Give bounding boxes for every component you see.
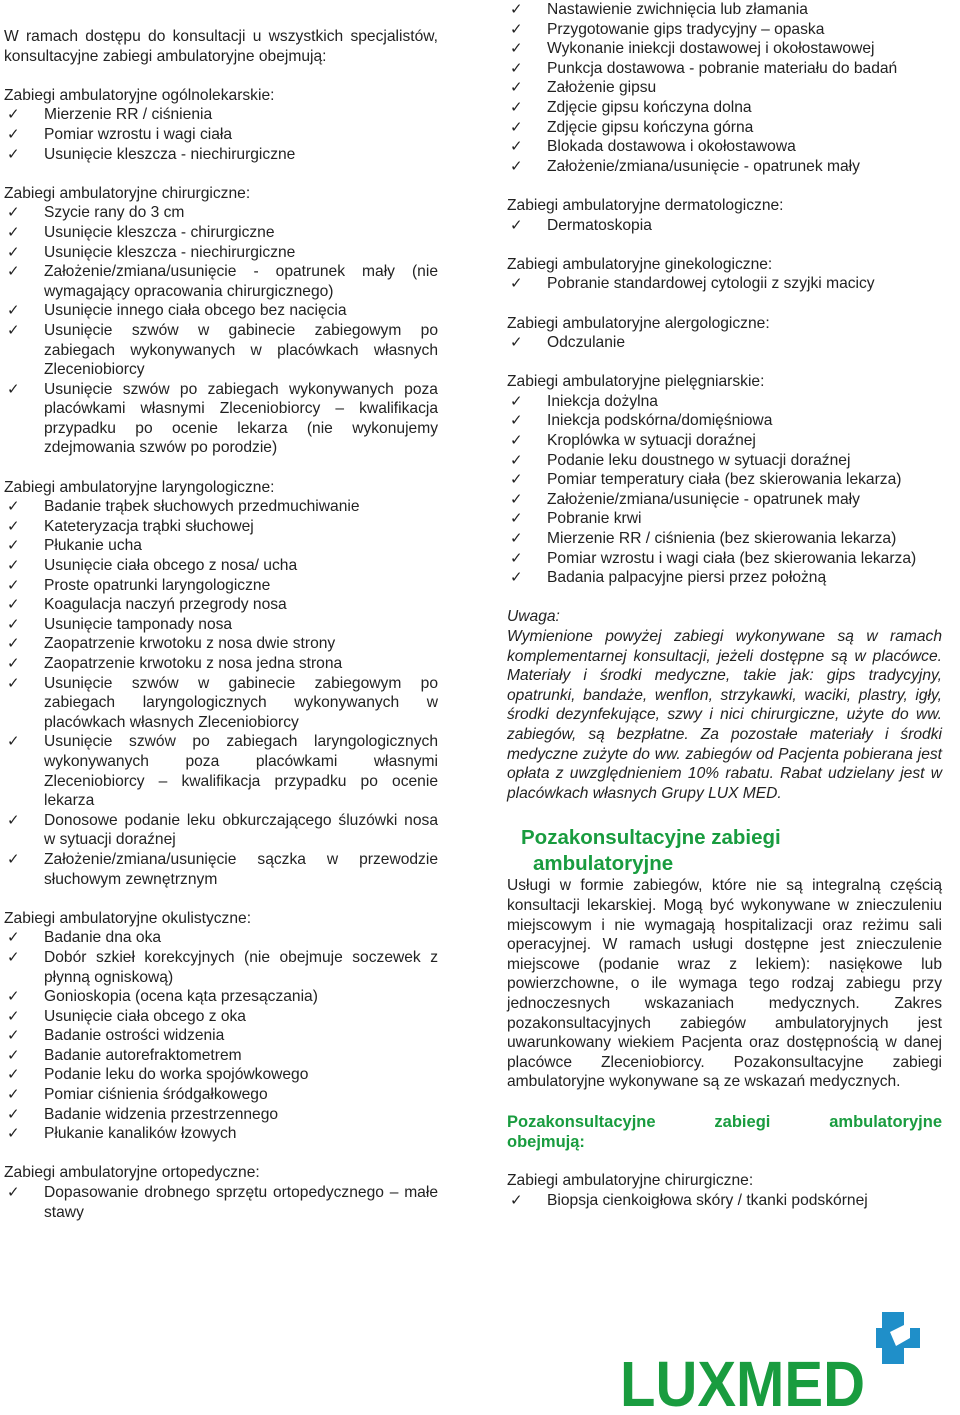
list-item — [507, 39, 942, 59]
subheading-word-3: ambulatoryjne — [829, 1112, 942, 1131]
list-item-text: Pobranie krwi — [547, 510, 642, 528]
list-item — [4, 634, 438, 654]
subheading-word-1: Pozakonsultacyjne — [507, 1112, 656, 1131]
list-item-text: Badania palpacyjne piersi przez położną — [547, 569, 827, 587]
check-icon: ✓ — [510, 334, 523, 352]
check-icon: ✓ — [510, 40, 523, 58]
list-item — [507, 529, 942, 549]
list-item-text: Punkcja dostawowa - pobranie materiału do badań — [547, 59, 898, 77]
pozakonsultacyjne-text: Usługi w formie zabiegów, które nie są integralną częścią konsultacji lekarskiej. Mogą być wykonywane w znieczuleniu miejscowym i nie wymagają hospitalizacji oraz reżimu sali operacyjnej. W ramach usługi dostępne jest znieczulenie miejscowe (podanie wraz z lekiem): nasiękowe lub powierzchowne, o ile wymaga tego rodzaj zabiegu przy jednoczesnych wskazaniach medycznych. Zakres pozakonsultacyjnych zabiegów ambulatoryjnych jest uwarunkowany wiekiem Pacjenta oraz dostępnością w danej placówce Zleceniobiorcy. Pozakonsultacyjne zabiegi ambulatoryjne wykonywane są ze wskazań medycznych. — [507, 877, 942, 1091]
list-item — [507, 137, 942, 157]
section-title: Zabiegi ambulatoryjne ortopedyczne: — [4, 1164, 260, 1182]
list-item — [4, 732, 438, 810]
list-item — [507, 216, 942, 236]
section-title: Zabiegi ambulatoryjne dermatologiczne: — [507, 196, 784, 214]
pozakonsultacyjne-heading-line1: Pozakonsultacyjne zabiegi — [521, 826, 781, 850]
list-item-text: Donosowe podanie leku obkurczającego śluzówki nosa w sytuacji doraźnej — [44, 811, 438, 849]
check-icon: ✓ — [7, 243, 20, 261]
right-column — [507, 0, 942, 1211]
list-item — [4, 105, 438, 125]
pozakonsultacyjne-list — [507, 1191, 942, 1211]
list-item — [4, 674, 438, 733]
check-icon: ✓ — [7, 635, 20, 653]
list-item-text: Usunięcie kleszcza - chirurgiczne — [44, 223, 275, 241]
check-icon: ✓ — [7, 850, 20, 868]
list-item — [507, 333, 942, 353]
list-item — [507, 549, 942, 569]
list-item-text: Mierzenie RR / ciśnienia (bez skierowania lekarza) — [547, 530, 897, 548]
list-item — [4, 1046, 438, 1066]
list-item-text: Zdjęcie gipsu kończyna dolna — [547, 98, 752, 116]
list-item-text: Pomiar ciśnienia śródgałkowego — [44, 1086, 268, 1104]
check-icon: ✓ — [510, 59, 523, 77]
list-item — [507, 509, 942, 529]
section-list — [4, 105, 438, 164]
check-icon: ✓ — [510, 569, 523, 587]
pozakonsultacyjne-section-title: Zabiegi ambulatoryjne chirurgiczne: — [507, 1172, 754, 1190]
list-item-text: Proste opatrunki laryngologiczne — [44, 576, 271, 594]
check-icon: ✓ — [510, 98, 523, 116]
section-list — [507, 274, 942, 294]
check-icon: ✓ — [7, 948, 20, 966]
list-item-text: Wykonanie iniekcji dostawowej i okołostawowej — [547, 40, 875, 58]
list-item-text: Koagulacja naczyń przegrody nosa — [44, 596, 287, 614]
list-item-text: Usunięcie innego ciała obcego bez nacięcia — [44, 302, 347, 320]
section-title: Zabiegi ambulatoryjne pielęgniarskie: — [507, 373, 765, 391]
list-item-text: Gonioskopia (ocena kąta przesączania) — [44, 988, 318, 1006]
list-item — [4, 321, 438, 380]
list-item — [4, 1065, 438, 1085]
check-icon: ✓ — [510, 216, 523, 234]
check-icon: ✓ — [7, 302, 20, 320]
list-item-text: Odczulanie — [547, 334, 626, 352]
list-item — [4, 850, 438, 889]
check-icon: ✓ — [510, 20, 523, 38]
list-item — [4, 1085, 438, 1105]
check-icon: ✓ — [7, 576, 20, 594]
list-item — [507, 118, 942, 138]
list-item — [507, 20, 942, 40]
list-item — [507, 568, 942, 588]
list-item — [507, 78, 942, 98]
list-item-text: Dopasowanie drobnego sprzętu ortopedycznego – małe stawy — [44, 1184, 438, 1221]
list-item-text: Pomiar temperatury ciała (bez skierowania lekarza) — [547, 471, 902, 489]
check-icon: ✓ — [510, 138, 523, 156]
check-icon: ✓ — [510, 510, 523, 528]
pozakonsultacyjne-heading-line2: ambulatoryjne — [533, 851, 674, 875]
list-item — [507, 59, 942, 79]
section-title: Zabiegi ambulatoryjne laryngologiczne: — [4, 478, 275, 496]
list-item — [4, 1026, 438, 1046]
check-icon: ✓ — [7, 811, 20, 829]
list-item-text: Usunięcie tamponady nosa — [44, 615, 233, 633]
right-sections — [507, 196, 942, 588]
list-item — [507, 411, 942, 431]
list-item — [4, 243, 438, 263]
list-item-text: Założenie/zmiana/usunięcie - opatrunek mały — [547, 490, 860, 508]
pozakonsultacyjne-heading — [507, 825, 942, 876]
list-item-text: Usunięcie kleszcza - niechirurgiczne — [44, 145, 296, 163]
list-item-text: Usunięcie kleszcza - niechirurgiczne — [44, 243, 296, 261]
check-icon: ✓ — [7, 1007, 20, 1025]
check-icon: ✓ — [7, 145, 20, 163]
check-icon: ✓ — [7, 1027, 20, 1045]
logo-wordmark: LUXMED — [620, 1348, 865, 1408]
check-icon: ✓ — [7, 988, 20, 1006]
list-item-text: Biopsja cienkoigłowa skóry / tkanki podskórnej — [547, 1192, 868, 1210]
check-icon: ✓ — [7, 321, 20, 339]
list-item-text: Przygotowanie gips tradycyjny – opaska — [547, 20, 825, 38]
pozakonsultacyjne-subheading — [507, 1112, 942, 1152]
list-item-text: Mierzenie RR / ciśnienia — [44, 106, 213, 124]
check-icon: ✓ — [7, 733, 20, 751]
check-icon: ✓ — [510, 1192, 523, 1210]
section-list — [507, 216, 942, 236]
check-icon: ✓ — [7, 380, 20, 398]
check-icon: ✓ — [7, 223, 20, 241]
section-list — [4, 497, 438, 889]
list-item — [4, 145, 438, 165]
list-item-text: Pobranie standardowej cytologii z szyjki macicy — [547, 275, 875, 293]
list-item-text: Płukanie ucha — [44, 537, 142, 555]
note-label: Uwaga: — [507, 608, 560, 626]
check-icon: ✓ — [510, 275, 523, 293]
list-item-text: Iniekcja dożylna — [547, 392, 658, 410]
list-item — [4, 1105, 438, 1125]
check-icon: ✓ — [510, 451, 523, 469]
list-item — [507, 157, 942, 177]
list-item-text: Badanie ostrości widzenia — [44, 1027, 225, 1045]
section-list — [4, 928, 438, 1144]
section-title: Zabiegi ambulatoryjne ginekologiczne: — [507, 255, 773, 273]
check-icon: ✓ — [510, 79, 523, 97]
list-item-text: Zaopatrzenie krwotoku z nosa dwie strony — [44, 635, 336, 653]
list-item-text: Podanie leku doustnego w sytuacji doraźnej — [547, 451, 851, 469]
list-item-text: Iniekcja podskórna/domięśniowa — [547, 412, 773, 430]
list-item-text: Badanie autorefraktometrem — [44, 1046, 242, 1064]
check-icon: ✓ — [510, 1, 523, 18]
list-item — [4, 517, 438, 537]
check-icon: ✓ — [510, 432, 523, 450]
list-item — [4, 536, 438, 556]
list-item — [507, 451, 942, 471]
list-item-text: Badanie dna oka — [44, 929, 162, 947]
check-icon: ✓ — [7, 1184, 20, 1202]
section-title: Zabiegi ambulatoryjne chirurgiczne: — [4, 184, 251, 202]
list-item — [507, 392, 942, 412]
list-item — [507, 274, 942, 294]
check-icon: ✓ — [7, 674, 20, 692]
section-title: Zabiegi ambulatoryjne alergologiczne: — [507, 314, 770, 332]
check-icon: ✓ — [7, 615, 20, 633]
check-icon: ✓ — [7, 596, 20, 614]
list-item — [4, 556, 438, 576]
list-item — [4, 615, 438, 635]
check-icon: ✓ — [510, 118, 523, 136]
list-item — [4, 1007, 438, 1027]
check-icon: ✓ — [7, 537, 20, 555]
section-list — [4, 203, 438, 458]
check-icon: ✓ — [7, 1086, 20, 1104]
list-item — [507, 490, 942, 510]
list-item — [4, 948, 438, 987]
list-item-text: Założenie/zmiana/usunięcie - opatrunek mały (nie wymagający opracowania chirurgicznego) — [44, 263, 438, 300]
check-icon: ✓ — [7, 1125, 20, 1143]
list-item-text: Kroplówka w sytuacji doraźnej — [547, 432, 756, 450]
list-item-text: Zdjęcie gipsu kończyna górna — [547, 118, 754, 136]
list-item-text: Zaopatrzenie krwotoku z nosa jedna strona — [44, 655, 343, 672]
check-icon: ✓ — [510, 530, 523, 548]
left-column — [4, 0, 438, 1222]
check-icon: ✓ — [7, 517, 20, 535]
list-item-text: Badanie trąbek słuchowych przedmuchiwanie — [44, 498, 360, 516]
list-item-text: Dobór szkieł korekcyjnych (nie obejmuje soczewek z płynną ogniskową) — [44, 948, 438, 986]
list-item — [507, 470, 942, 490]
list-item-text: Dermatoskopia — [547, 216, 652, 234]
luxmed-logo-graphic — [620, 1308, 925, 1408]
section-list — [507, 392, 942, 588]
list-item-text: Założenie/zmiana/usunięcie sączka w przewodzie słuchowym zewnętrznym — [44, 850, 438, 888]
list-item — [4, 576, 438, 596]
list-item-text: Pomiar wzrostu i wagi ciała — [44, 125, 233, 143]
list-item — [4, 301, 438, 321]
luxmed-logo — [620, 1308, 925, 1408]
list-item — [4, 223, 438, 243]
list-item-text: Usunięcie szwów w gabinecie zabiegowym po zabiegach laryngologicznych wykonywanych w placówkach własnych Zleceniobiorcy — [44, 674, 438, 731]
check-icon: ✓ — [510, 471, 523, 489]
list-item — [4, 497, 438, 517]
check-icon: ✓ — [7, 1066, 20, 1084]
list-item-text: Blokada dostawowa i okołostawowa — [547, 138, 796, 156]
list-item-text: Podanie leku do worka spojówkowego — [44, 1066, 309, 1084]
list-item-text: Nastawienie zwichnięcia lub złamania — [547, 1, 808, 18]
list-item — [4, 203, 438, 223]
left-sections — [4, 86, 438, 1222]
list-item — [4, 125, 438, 145]
list-item — [4, 928, 438, 948]
list-item — [507, 431, 942, 451]
list-item — [507, 98, 942, 118]
check-icon: ✓ — [7, 125, 20, 143]
list-item — [4, 811, 438, 850]
list-item — [4, 987, 438, 1007]
list-item-text: Usunięcie ciała obcego z oka — [44, 1007, 246, 1025]
section-title: Zabiegi ambulatoryjne ogólnolekarskie: — [4, 86, 275, 104]
check-icon: ✓ — [7, 1105, 20, 1123]
list-item-text: Usunięcie szwów po zabiegach laryngologicznych wykonywanych poza placówkami własnymi Zleceniobiorcy – kwalifikacja przypadku po ocenie lekarza — [44, 733, 438, 810]
list-item-text: Założenie gipsu — [547, 79, 657, 97]
section-list — [4, 1183, 438, 1222]
list-item — [4, 1183, 438, 1222]
list-item-text: Badanie widzenia przestrzennego — [44, 1105, 279, 1123]
list-item-text: Szycie rany do 3 cm — [44, 204, 185, 222]
check-icon: ✓ — [510, 490, 523, 508]
section-title: Zabiegi ambulatoryjne okulistyczne: — [4, 909, 252, 927]
check-icon: ✓ — [7, 557, 20, 575]
check-icon: ✓ — [7, 204, 20, 222]
ortopedic-continued-list — [507, 0, 942, 176]
check-icon: ✓ — [7, 1046, 20, 1064]
list-item-text: Usunięcie ciała obcego z nosa/ ucha — [44, 557, 298, 575]
check-icon: ✓ — [7, 655, 20, 672]
list-item — [4, 654, 438, 674]
check-icon: ✓ — [7, 498, 20, 516]
list-item-text: Kateteryzacja trąbki słuchowej — [44, 517, 254, 535]
list-item-text: Płukanie kanalików łzowych — [44, 1125, 237, 1143]
list-item — [4, 380, 438, 458]
note-text: Wymienione powyżej zabiegi wykonywane są w ramach komplementarnej konsultacji, jeżeli dostępne są w placówce. Materiały i środki medyczne, takie jak: gips tradycyjny, opatrunki, bandaże, wenflon, strzykawki, waciki, plastry, igły, środki dezynfekujące, szwy i nici chirurgiczne, użyte do ww. zabiegów, są bezpłatne. Za pozostałe materiały i środki medyczne zużyte do ww. zabiegów od Pacjenta pobierana jest opłata z uwzględnieniem 10% rabatu. Rabat udzielany jest w placówkach własnych Grupy LUX MED. — [507, 628, 942, 802]
list-item — [4, 262, 438, 301]
list-item — [507, 0, 942, 20]
list-item — [4, 595, 438, 615]
list-item-text: Pomiar wzrostu i wagi ciała (bez skierowania lekarza) — [547, 549, 917, 567]
list-item-text: Założenie/zmiana/usunięcie - opatrunek mały — [547, 157, 860, 175]
check-icon: ✓ — [7, 263, 20, 281]
list-item — [4, 1124, 438, 1144]
list-item-text: Usunięcie szwów w gabinecie zabiegowym po zabiegach wykonywanych w placówkach własnych Zleceniobiorcy — [44, 321, 438, 379]
check-icon: ✓ — [510, 392, 523, 410]
list-item — [507, 1191, 942, 1211]
check-icon: ✓ — [510, 412, 523, 430]
subheading-word-2: zabiegi — [714, 1112, 771, 1131]
intro-text: W ramach dostępu do konsultacji u wszystkich specjalistów, konsultacyjne zabiegi ambulatoryjne obejmują: — [4, 28, 438, 65]
check-icon: ✓ — [7, 929, 20, 947]
check-icon: ✓ — [510, 549, 523, 567]
check-icon: ✓ — [7, 106, 20, 124]
list-item-text: Usunięcie szwów po zabiegach wykonywanych poza placówkami własnymi Zleceniobiorcy – kwalifikacja przypadku po ocenie lekarza (nie wykonujemy zdejmowania szwów po porodzie) — [44, 380, 438, 457]
check-icon: ✓ — [510, 157, 523, 175]
subheading-line2: obejmują: — [507, 1132, 585, 1151]
section-list — [507, 333, 942, 353]
